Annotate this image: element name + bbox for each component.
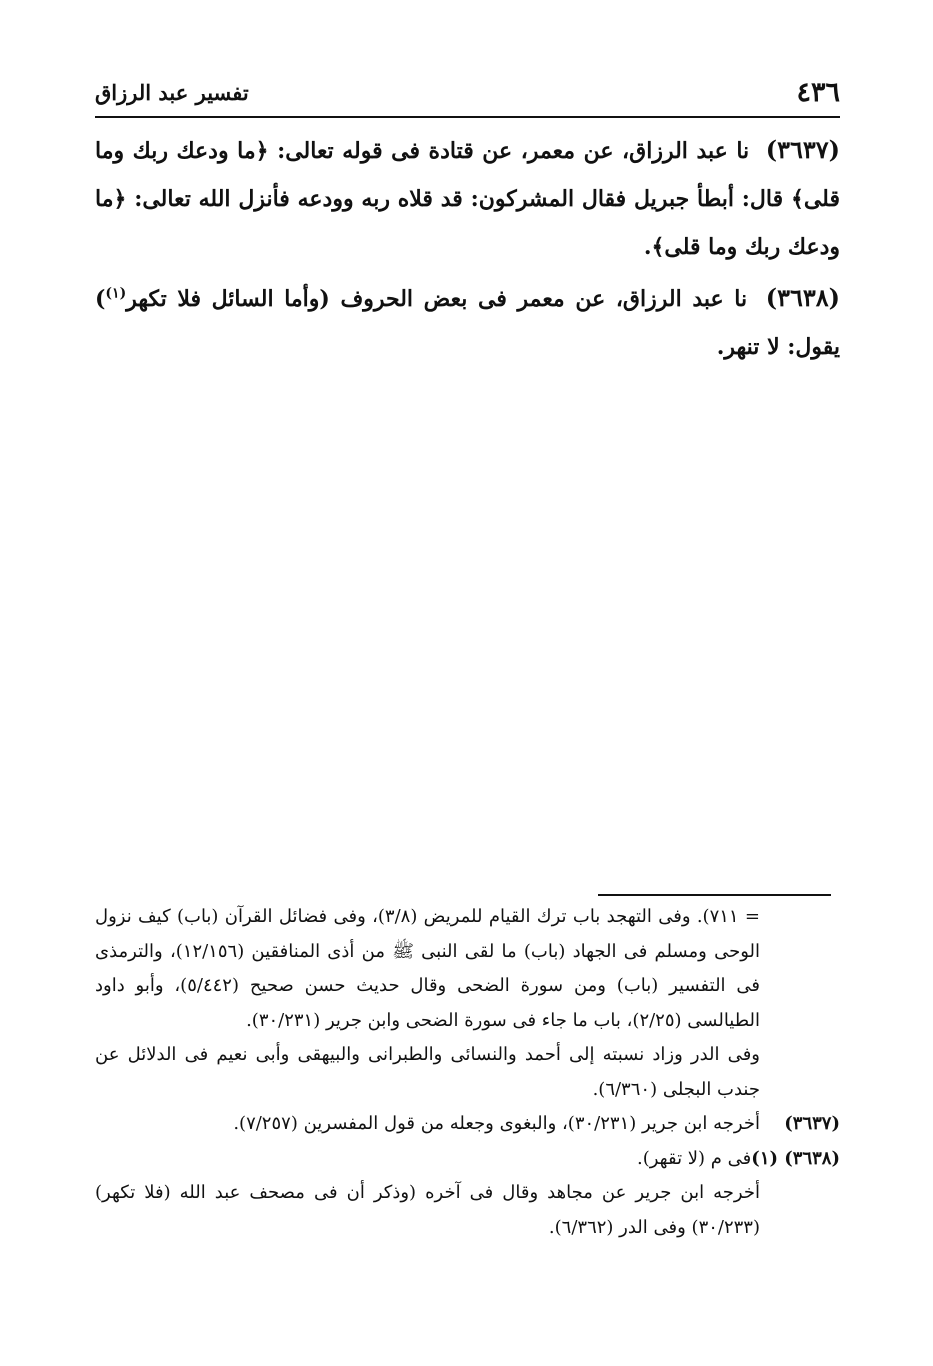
footnote-text: فى م (لا تقهر). xyxy=(636,1147,752,1169)
page-number: ٤٣٦ xyxy=(796,77,840,108)
entry-end: . xyxy=(643,234,652,260)
book-title: تفسير عبد الرزاق xyxy=(95,80,249,105)
entry-3638 xyxy=(95,274,840,371)
footnote-3638-source: أخرجه ابن جرير عن مجاهد وقال فى آخره (وذكر أن فى مصحف عبد الله (فلا تكهر) (٣٠/٢٣٣) وفى الدر (٦/٣٦٢). xyxy=(95,1182,760,1238)
entry-number: (٣٦٣٧) xyxy=(765,135,840,164)
header-rule xyxy=(95,116,840,118)
footnote-text: أخرجه ابن جرير (٣٠/٢٣١)، والبغوى وجعله من قول المفسرين (٧/٢٥٧). xyxy=(233,1113,760,1134)
entry-text: ) يقول: لا تنهر. xyxy=(95,286,840,360)
running-head xyxy=(95,70,840,114)
quran-verse: ﴿ما ودعك ربك وما قلى﴾ xyxy=(95,138,840,212)
footnote-3637 xyxy=(95,1107,840,1142)
footnote-continuation: وفى الدر وزاد نسبته إلى أحمد والنسائى والطبرانى والبيهقى وأبى نعيم فى الدلائل عن جندب البجلى (٦/٣٦٠). xyxy=(95,1044,760,1100)
entry-3637 xyxy=(95,126,840,271)
footnote-rule xyxy=(598,894,831,896)
entry-number: (٣٦٣٨) xyxy=(765,283,840,312)
quran-verse: ﴿ما ودعك ربك وما قلى﴾ xyxy=(95,186,840,260)
entry-text: نا عبد الرزاق، عن معمر فى بعض الحروف (وأما السائل فلا تكهر xyxy=(126,286,748,312)
footnote-marker: (١) xyxy=(105,285,127,302)
footnote-continuation: = ٧١١). وفى التهجد باب ترك القيام للمريض (٣/٨)، وفى فضائل القرآن (باب) كيف نزول الوحى ومسلم فى الجهاد (باب) ما لقى النبى ﷺ من أذى المنافقين (١٢/١٥٦)، والترمذى فى التفسير (باب) ومن سورة الضحى وقال حديث حسن صحيح (٥/٤٤٢)، وأبو داود الطيالسى (٢/٢٥)، باب ما جاء فى سورة الضحى وابن جرير (٣٠/٢٣١). xyxy=(95,906,760,1031)
footnotes xyxy=(95,900,840,1245)
footnote-3638 xyxy=(95,1142,840,1177)
footnote-label: (٣٦٣٧) xyxy=(784,1113,840,1134)
main-text xyxy=(95,126,840,374)
footnote-label: (٣٦٣٨) (١) xyxy=(751,1147,840,1169)
entry-text: قال: أبطأ جبريل فقال المشركون: قد قلاه ربه وودعه فأنزل الله تعالى: xyxy=(134,186,784,212)
entry-text: نا عبد الرزاق، عن معمر، عن قتادة فى قوله تعالى: xyxy=(277,138,750,164)
